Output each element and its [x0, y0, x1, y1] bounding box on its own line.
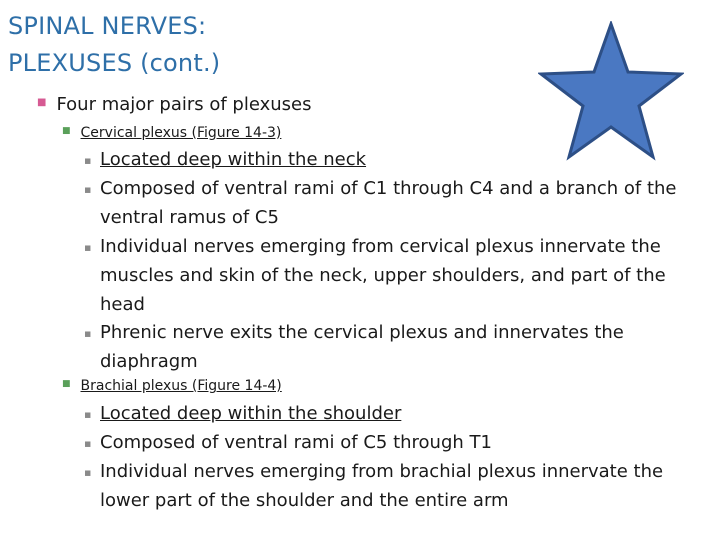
slide-title-line-2: PLEXUSES (cont.) — [8, 49, 221, 77]
cervical-item-location — [84, 145, 716, 175]
item-text: Phrenic nerve exits the cervical plexus and innervates the diaphragm — [100, 322, 624, 372]
item-text: Located deep within the neck — [100, 149, 367, 170]
brachial-plexus-heading — [62, 376, 282, 396]
item-text: Individual nerves emerging from cervical plexus innervate the muscles and skin of the neck, upper shoulders, and part of the head — [100, 236, 666, 315]
square-bullet-icon: ▪ — [84, 154, 92, 167]
slide-title-line-1: SPINAL NERVES: — [8, 12, 207, 40]
brachial-item-location — [84, 399, 716, 429]
square-bullet-icon: ■ — [62, 379, 71, 389]
brachial-item-innervation — [84, 457, 716, 515]
square-bullet-icon: ▪ — [84, 437, 92, 450]
cervical-item-phrenic — [84, 318, 716, 376]
heading-text: Brachial plexus (Figure 14-4) — [80, 378, 282, 394]
square-bullet-icon: ■ — [62, 126, 71, 136]
star-icon — [538, 21, 684, 161]
item-text: Composed of ventral rami of C5 through T1 — [100, 432, 492, 453]
item-text: Individual nerves emerging from brachial plexus innervate the lower part of the shoulder and the entire arm — [100, 461, 664, 511]
square-bullet-icon: ▪ — [84, 183, 92, 196]
brachial-item-composition — [84, 428, 716, 458]
item-text: Located deep within the shoulder — [100, 403, 402, 424]
cervical-item-composition — [84, 174, 716, 232]
item-text: Composed of ventral rami of C1 through C4 and a branch of the ventral ramus of C5 — [100, 178, 677, 228]
square-bullet-icon: ▪ — [84, 327, 92, 340]
bullet-text: Four major pairs of plexuses — [56, 94, 312, 115]
square-bullet-icon: ■ — [37, 97, 47, 108]
bullet-four-major-pairs — [37, 93, 312, 117]
slide-title — [8, 8, 220, 82]
cervical-item-innervation — [84, 232, 716, 319]
heading-text: Cervical plexus (Figure 14-3) — [80, 125, 282, 141]
square-bullet-icon: ▪ — [84, 466, 92, 479]
square-bullet-icon: ▪ — [84, 241, 92, 254]
square-bullet-icon: ▪ — [84, 408, 92, 421]
cervical-plexus-heading — [62, 123, 281, 143]
